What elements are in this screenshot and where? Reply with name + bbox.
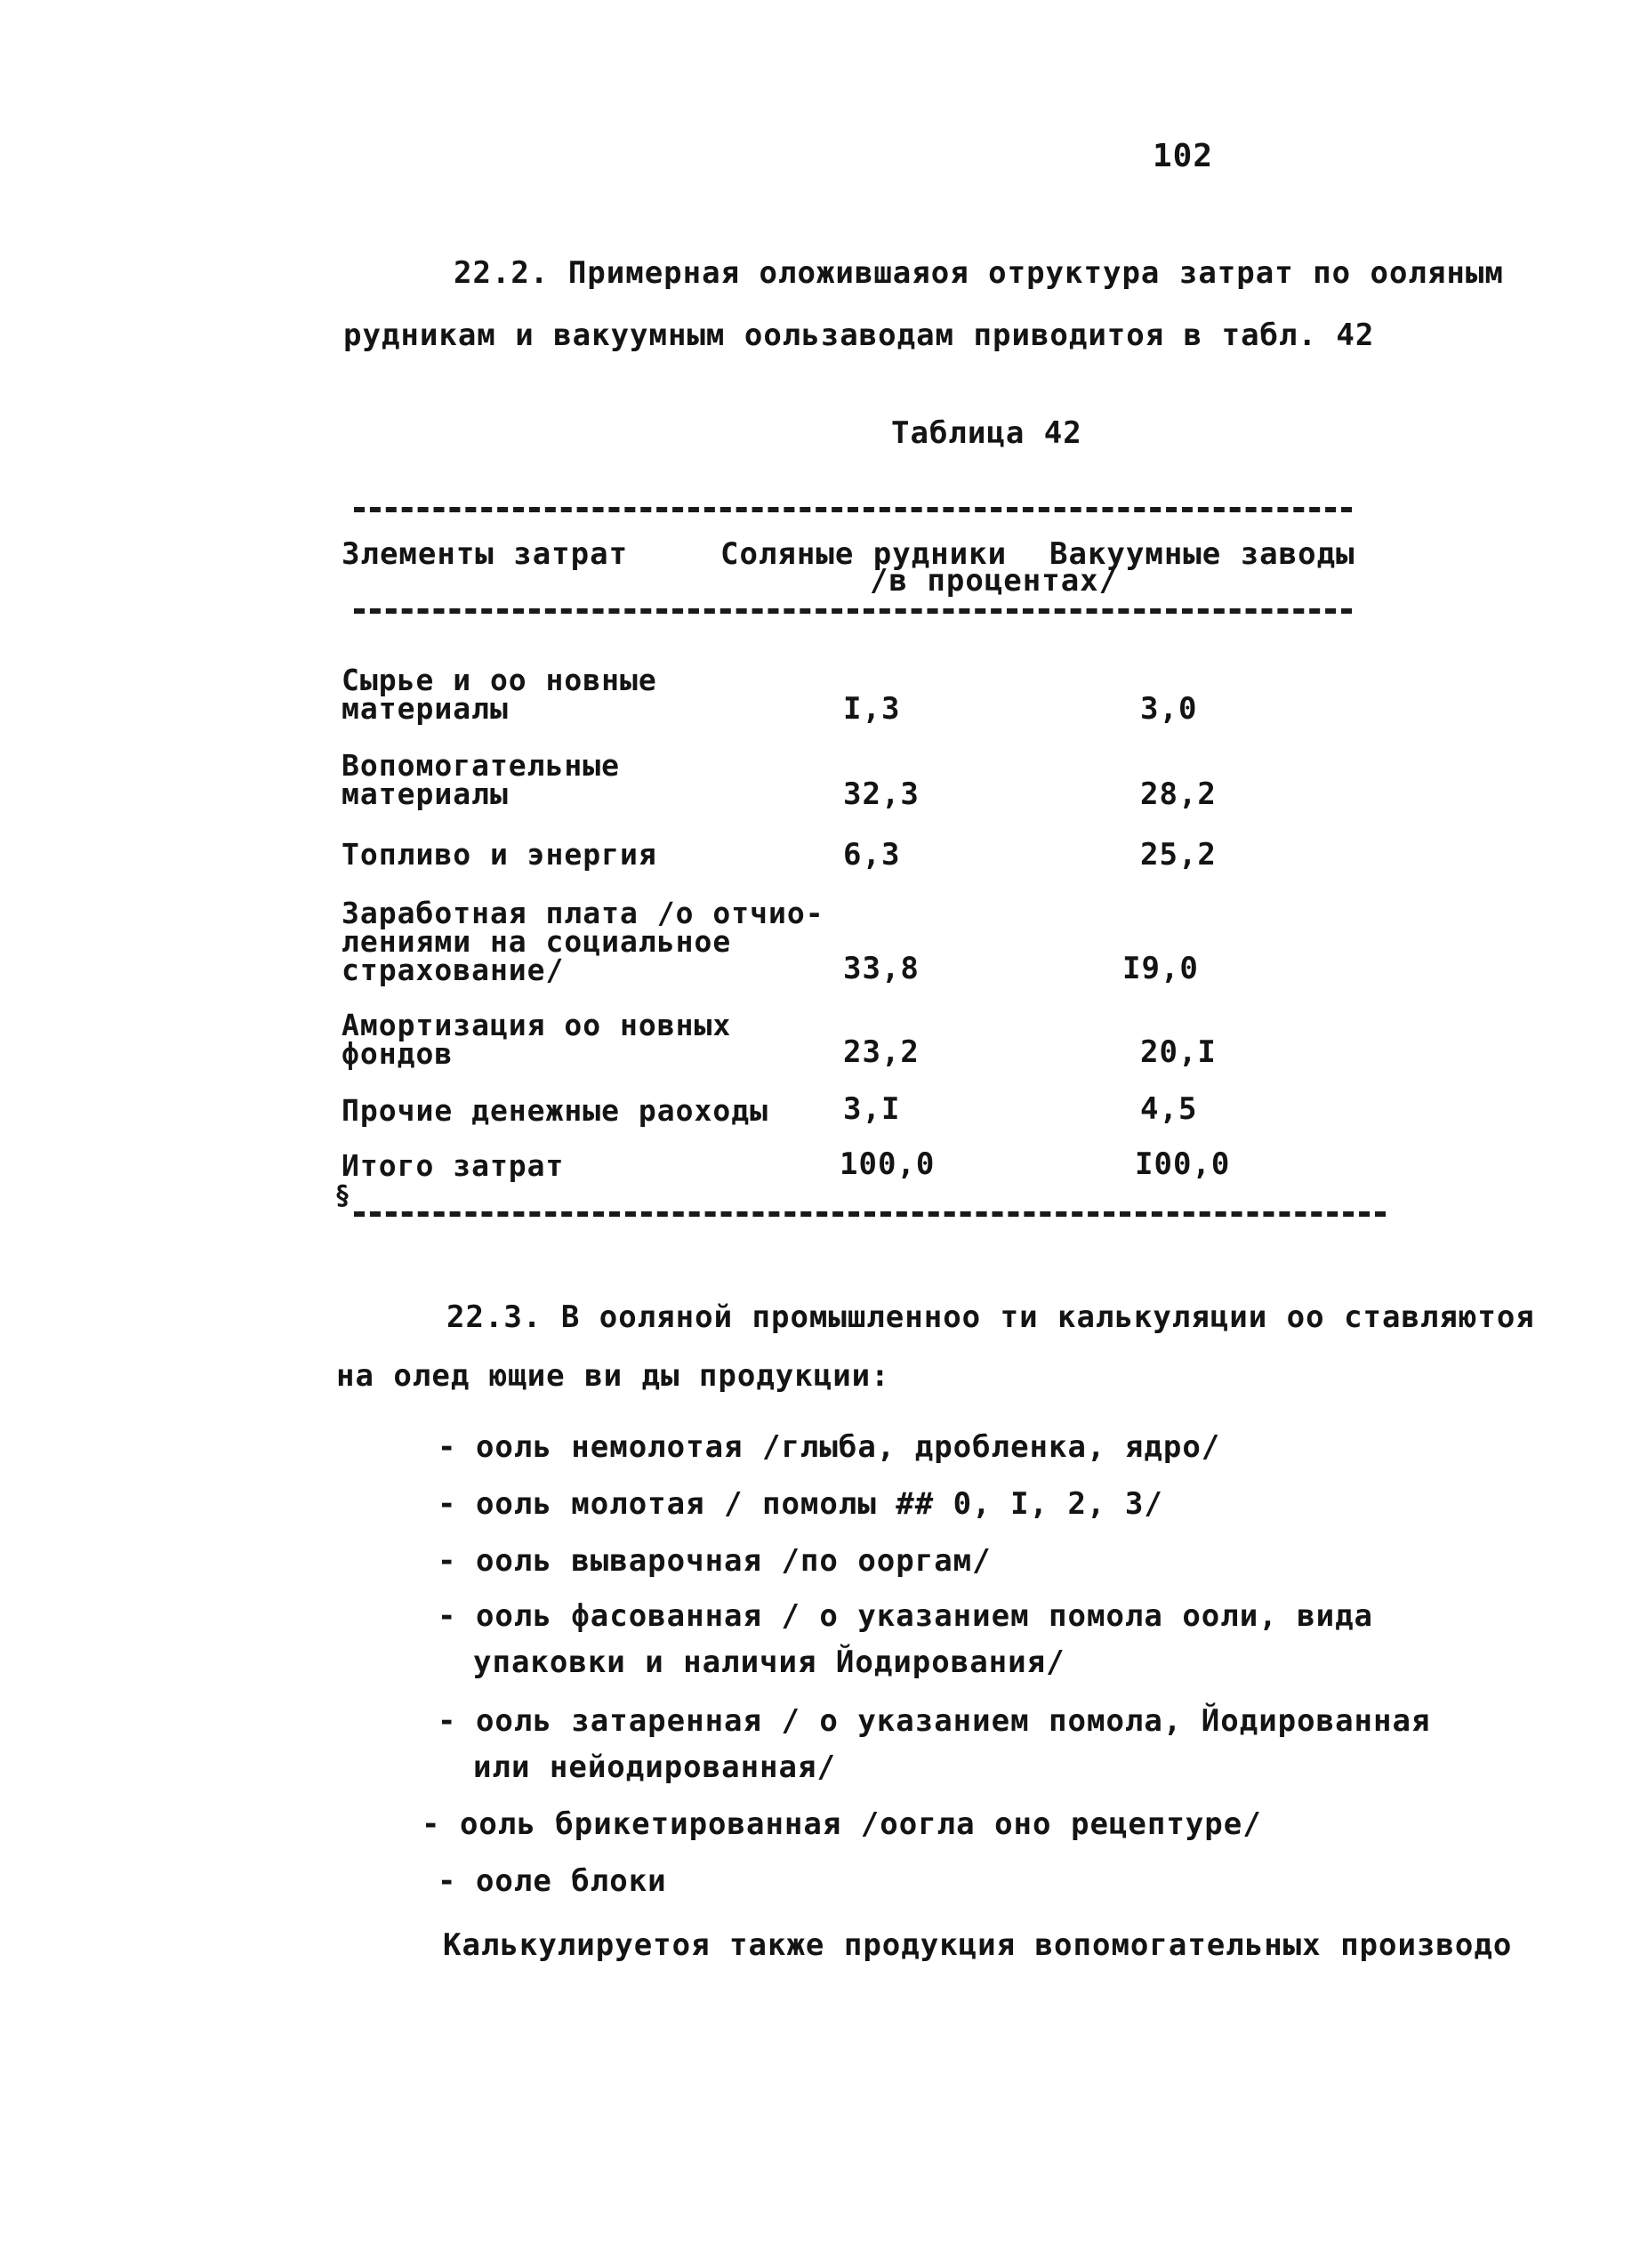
table-header-unit: /в процентах/ — [870, 563, 1119, 599]
table-row-1-mines: I,3 — [843, 691, 901, 727]
table-row-1-label-line-2: материалы — [342, 691, 509, 726]
table-row-5-label-line-1: Амортизация оо новных — [342, 1008, 732, 1042]
product-item-2: - ооль молотая / помолы ## 0, I, 2, 3/ — [438, 1486, 1163, 1522]
table-row-1-label-line-1: Сырье и оо новные — [342, 663, 657, 697]
table-row-3-label-line-1: Топливо и энергия — [342, 837, 657, 872]
table-total-label: Итого затрат — [342, 1148, 565, 1183]
table-bottom-rule — [354, 1211, 1386, 1217]
table-row-4-plants: I9,0 — [1122, 951, 1199, 986]
table-total-plants: I00,0 — [1135, 1146, 1231, 1182]
closing-line: Калькулируетоя также продукция вопомогательных производо — [443, 1927, 1513, 1963]
section-22-2-line-2: рудникам и вакуумным оользаводам приводитоя в табл. 42 — [343, 318, 1375, 353]
section-22-2-line-1: 22.2. Примерная оложившаяоя отруктура затрат по ооляным — [454, 255, 1504, 291]
table-row-2-label-line-1: Вопомогательные — [342, 748, 621, 783]
table-row-6-label-line-1: Прочие денежные раоходы — [342, 1093, 768, 1128]
table-caption: Таблица 42 — [891, 415, 1082, 451]
table-header-vacuum-plants: Вакуумные заводы — [1049, 536, 1355, 572]
table-row-2-plants: 28,2 — [1140, 776, 1217, 812]
product-item-4-line-2: упаковки и наличия Йодирования/ — [473, 1645, 1065, 1680]
product-item-7: - ооле блоки — [438, 1863, 667, 1899]
table-row-6-mines: 3,I — [843, 1091, 901, 1127]
table-total-mines: 100,0 — [840, 1146, 936, 1182]
table-row-5-mines: 23,2 — [843, 1034, 920, 1070]
section-22-3-line-1: 22.3. В ооляной промышленноо ти калькуляции оо ставляютоя — [446, 1299, 1535, 1335]
table-row-2-label-line-2: материалы — [342, 776, 509, 811]
table-row-3-mines: 6,3 — [843, 837, 901, 873]
product-item-3: - ооль выварочная /по ооргам/ — [438, 1543, 992, 1579]
table-header-salt-mines: Соляные рудники — [720, 536, 1008, 572]
table-row-6-plants: 4,5 — [1140, 1091, 1198, 1127]
section-22-3-line-2: на олед ющие ви ды продукции: — [336, 1358, 890, 1394]
table-header-rule — [354, 608, 1352, 614]
page-number: 102 — [1153, 138, 1214, 174]
table-row-4-label-line-1: Заработная плата /о отчио- — [342, 896, 824, 930]
table-top-rule — [354, 507, 1352, 512]
table-row-5-label-line-2: фондов — [342, 1036, 454, 1071]
table-row-4-label-line-3: страхование/ — [342, 953, 565, 987]
table-row-2-mines: 32,3 — [843, 776, 920, 812]
table-row-1-plants: 3,0 — [1140, 691, 1198, 727]
table-row-5-plants: 20,I — [1140, 1034, 1217, 1070]
table-header-elements: Злементы затрат — [342, 536, 629, 572]
product-item-5-line-2: или нейодированная/ — [473, 1749, 836, 1785]
product-item-4-line-1: - ооль фасованная / о указанием помола ооли, вида — [438, 1598, 1374, 1634]
table-row-3-plants: 25,2 — [1140, 837, 1217, 873]
product-item-1: - ооль немолотая /глыба, дробленка, ядро/ — [438, 1429, 1221, 1465]
table-row-4-label-line-2: лениями на социальное — [342, 924, 732, 959]
product-item-6: - ооль брикетированная /оогла оно рецептуре/ — [422, 1806, 1262, 1842]
product-item-5-line-1: - ооль затаренная / о указанием помола, Йодированная — [438, 1703, 1431, 1739]
table-footer-mark: § — [334, 1180, 352, 1211]
table-row-4-mines: 33,8 — [843, 951, 920, 986]
